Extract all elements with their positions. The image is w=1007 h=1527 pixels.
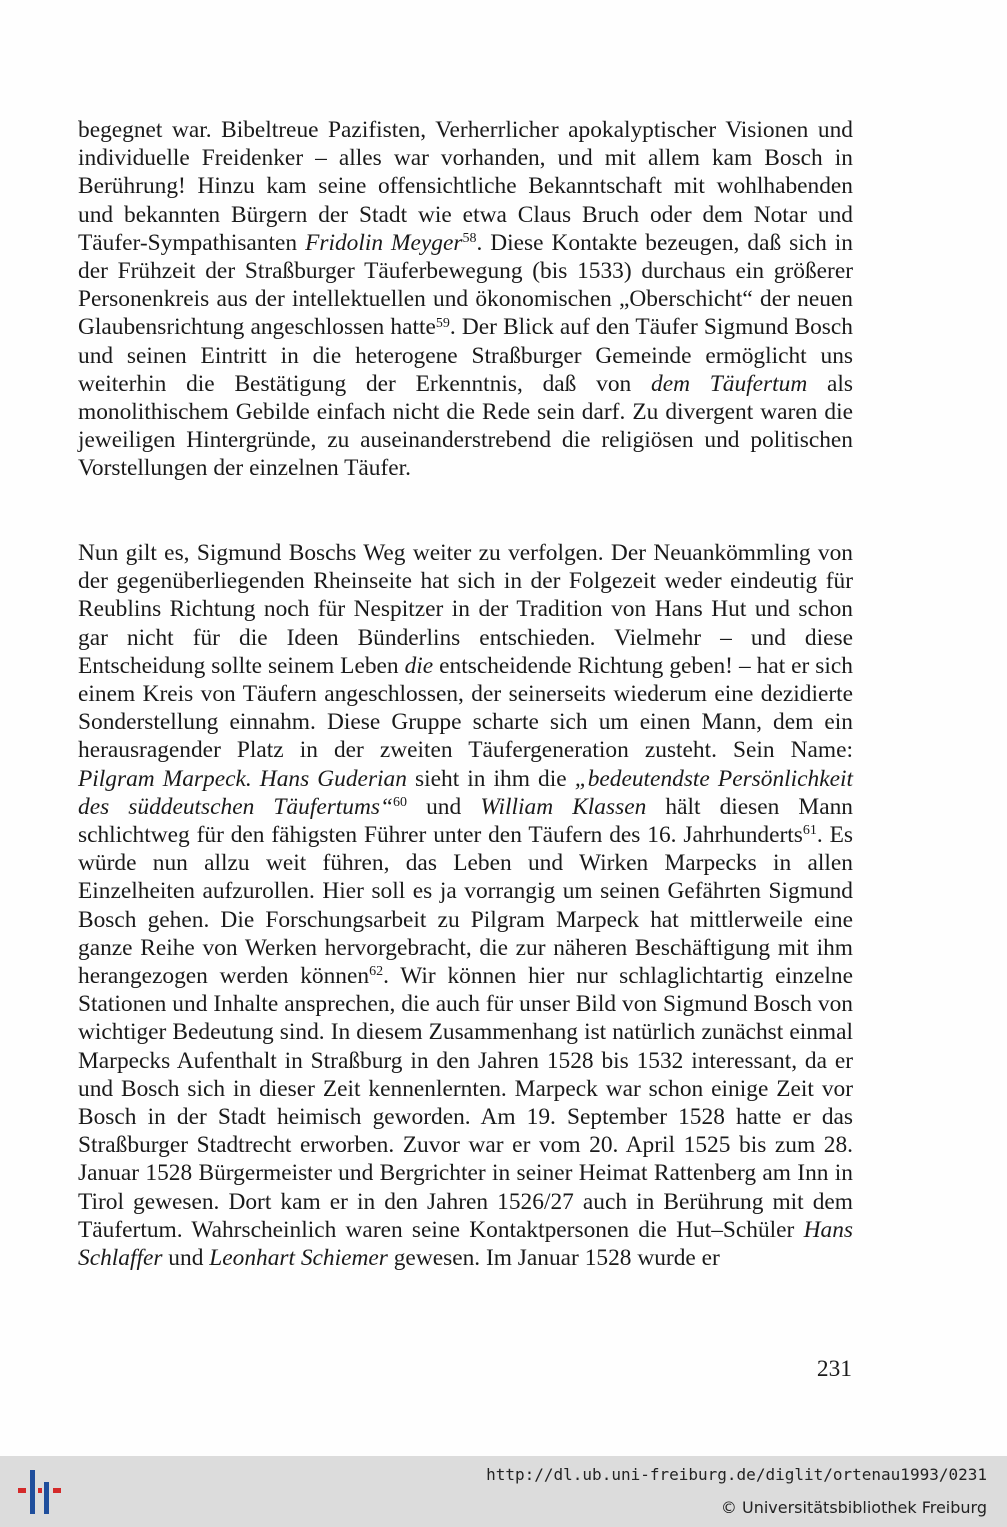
footer-url-link[interactable]: http://dl.ub.uni-freiburg.de/diglit/ortenau1993/0231 [486,1465,987,1484]
italic-text: Fridolin Meyger [305,229,463,256]
italic-text: Pilgram Marpeck. Hans Guderian [78,765,407,792]
text-run: gewesen. Im Januar 1528 wurde er [387,1245,720,1272]
footer-bar [0,1456,1007,1527]
text-run: und [407,793,481,820]
ub-freiburg-logo-icon [14,1468,62,1516]
footnote-ref: 60 [393,795,407,811]
text-run: . Diese Kontakte bezeugen, daß sich in der Frühzeit der Straßburger Täuferbewegung (bis 1533) durchaus ein größerer Personenkreis aus der intellektuellen und ökonomischen „Oberschicht“ der neuen Glaubensrichtung angeschlossen hatte [78,229,854,341]
footer-copyright: © Universitätsbibliothek Freiburg [720,1498,987,1517]
italic-text: William Klassen [480,793,647,820]
italic-text: Leonhart Schiemer [209,1245,388,1272]
italic-text: dem Täufertum [651,370,808,397]
italic-text: „bedeutendste Persönlichkeit des süddeutschen Täufertums“ [78,765,854,820]
paragraph-2 [78,539,853,1272]
text-run: . Wir können hier nur schlaglichtartig einzelne Stationen und Inhalte ansprechen, die auch für unser Bild von Sigmund Bosch von wichtiger Bedeutung sind. In diesem Zusammenhang ist natürlich zunächst einmal Marpecks Aufenthalt in Straßburg in den Jahren 1528 bis 1532 interessant, da er und Bosch sich in dieser Zeit kennenlernten. Marpeck war schon einige Zeit vor Bosch in der Stadt heimisch geworden. Am 19. September 1528 hatte er das Straßburger Stadtrecht erworben. Zuvor war er vom 20. April 1525 bis zum 28. Januar 1528 Bürgermeister und Bergrichter in seiner Heimat Rattenberg am Inn in Tirol gewesen. Dort kam er in den Jahren 1526/27 auch in Berührung mit dem Täufertum. Wahrscheinlich waren seine Kontaktpersonen die Hut–Schüler [78,963,854,1243]
footnote-ref: 59 [435,315,450,331]
text-run: entscheidende Richtung geben! – hat er sich einem Kreis von Täufern angeschlossen, der seinerseits wiederum eine dezidierte Sonderstellung einnahm. Diese Gruppe scharte sich um einen Mann, dem ein herausragender Platz in der zweiten Täufergeneration zusteht. Sein Name: [78,652,853,764]
text-run: . Es würde nun allzu weit führen, das Leben und Wirken Marpecks in allen Einzelheiten aufzurollen. Hier soll es ja vorrangig um seinen Gefährten Sigmund Bosch gehen. Die Forschungsarbeit zu Pilgram Marpeck hat mittlerweile eine ganze Reihe von Werken hervorgebracht, die zur näheren Beschäftigung mit ihm herangezogen werden können [78,822,853,990]
page-number: 231 [816,1356,852,1382]
text-run: als monolithischem Gebilde einfach nicht die Rede sein darf. Zu divergent waren die jeweiligen Hintergründe, zu auseinanderstrebend die religiösen und politischen Vorstellungen der einzelnen Täufer. [78,370,853,482]
italic-text: Hans Schlaffer [78,1216,853,1272]
footnote-ref: 61 [802,823,817,839]
text-run: . Der Blick auf den Täufer Sigmund Bosch und seinen Eintritt in die heterogene Straßburger Gemeinde ermöglicht uns weiterhin die Bestätigung der Erkenntnis, daß von [78,314,853,397]
text-run: hält diesen Mann schlichtweg für den fähigsten Führer unter den Täufern des 16. Jahrhunderts [78,793,854,849]
text-run: begegnet war. Bibeltreue Pazifisten, Verherrlicher apokalyptischer Visionen und individuelle Freidenker – alles war vorhanden, und mit allem kam Bosch in Berührung! Hinzu kam seine offensichtliche Bekanntschaft mit wohlhabenden und bekannten Bürgern der Stadt wie etwa Claus Bruch oder dem Notar und Täufer-Sympathisanten [78,117,853,256]
footnote-ref: 58 [462,231,477,247]
italic-text: die [404,652,434,679]
text-run: sieht in ihm die [406,765,575,792]
paragraph-1 [78,116,853,483]
footnote-ref: 62 [369,964,384,980]
text-run: Nun gilt es, Sigmund Boschs Weg weiter zu verfolgen. Der Neuankömmling von der gegenüberliegenden Rheinseite hat sich in der Folgezeit weder eindeutig für Reublins Richtung noch für Nespitzer in der Tradition von Hans Hut und schon gar nicht für die Ideen Bünderlins entschieden. Vielmehr – und diese Entscheidung sollte seinem Leben [78,540,853,679]
text-run: und [162,1245,210,1272]
